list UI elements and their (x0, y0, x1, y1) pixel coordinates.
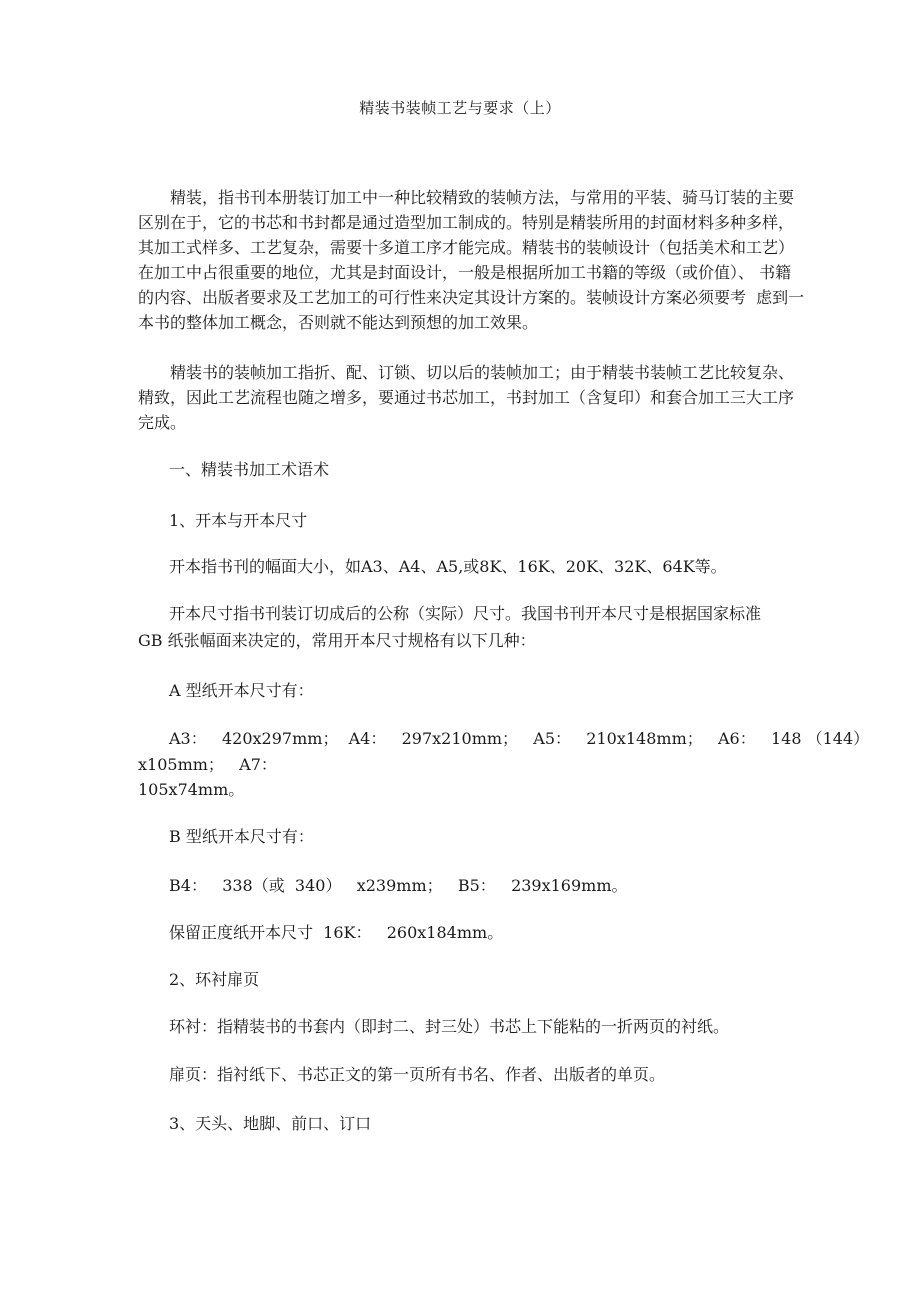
process-paragraph: 精装书的装帧加工指折、配、订锁、切以后的装帧加工；由于精装书装帧工艺比较复杂、精致，因此工艺流程也随之增多，要通过书芯加工，书封加工（含复印）和套合加工三大工序完成。 (138, 363, 795, 432)
kaiben-definition: 开本指书刊的幅面大小，如A3、A4、A5,或8K、16K、20K、32K、64K等。 (169, 557, 727, 576)
b-type-label: B 型纸开本尺寸有： (169, 827, 314, 846)
feiye-definition: 扉页：指衬纸下、书芯正文的第一页所有书名、作者、出版者的单页。 (169, 1065, 666, 1084)
chicun-definition-line2: GB 纸张幅面来决定的，常用开本尺寸规格有以下几种： (138, 631, 536, 650)
intro-paragraph: 精装，指书刊本册装订加工中一种比较精致的装帧方法，与常用的平装、骑马订装的主要区别在于，它的书芯和书封都是通过造型加工制成的。特别是精装所用的封面材料多种多样，其加工式样多、工艺复杂，需要十多道工序才能完成。精装书的装帧设计（包括美术和工艺）在加工中占很重要的地位，尤其是封面设计，一般是根据所加工书籍的等级（或价值）、 书籍的内容、出版者要求及工艺加工的可行性来决定其设计方案的。装帧设计方案必须要考 虑到一本书的整体加工概念，否则就不能达到预想的加工效果。 (138, 188, 805, 332)
item-heading-kaiben: 1、开本与开本尺寸 (169, 511, 308, 530)
b-sizes: B4： 338（或 340） x239mm； B5： 239x169mm。 (169, 876, 628, 895)
item-heading-huanchen: 2、环衬扉页 (169, 970, 260, 989)
section-heading-terms: 一、精装书加工术语术 (169, 460, 330, 479)
item-heading-tiantou: 3、天头、地脚、前口、订口 (169, 1114, 372, 1133)
document-title: 精装书装帧工艺与要求（上） (359, 99, 561, 117)
a-type-label: A 型纸开本尺寸有： (169, 681, 314, 700)
zhengdu-size: 保留正度纸开本尺寸 16K： 260x184mm。 (169, 923, 504, 942)
chicun-definition-line1: 开本尺寸指书刊装订切成后的公称（实际）尺寸。我国书刊开本尺寸是根据国家标准 (169, 604, 762, 623)
huanchen-definition: 环衬：指精装书的书套内（即封二、封三处）书芯上下能粘的一折两页的衬纸。 (169, 1017, 730, 1036)
a-sizes-line3: 105x74mm。 (138, 780, 245, 799)
a-sizes-line1: A3： 420x297mm； A4： 297x210mm； A5： 210x148mm； A6： 148 （144） (169, 729, 870, 748)
a-sizes-line2: x105mm； A7： (138, 755, 277, 774)
